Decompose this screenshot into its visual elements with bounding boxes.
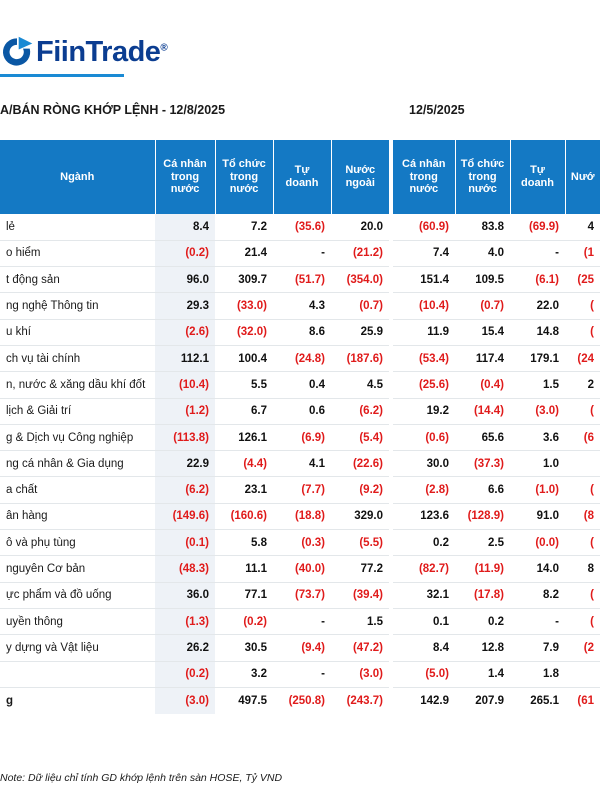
- table-row: [0, 477, 389, 503]
- total-value: (3.0): [155, 687, 215, 713]
- cell-value: 77.2: [331, 556, 389, 582]
- cell-value: 96.0: [155, 267, 215, 293]
- cell-value: (5.5): [331, 530, 389, 556]
- table-row: [0, 214, 389, 240]
- row-industry-label: n, nước & xăng dầu khí đốt: [0, 372, 155, 398]
- col-header-foreign-2: Nướ: [565, 140, 600, 214]
- brand-name: FiinTrade: [36, 35, 161, 68]
- cell-value: (48.3): [155, 556, 215, 582]
- cell-value: 309.7: [215, 267, 273, 293]
- cell-value: 30.0: [393, 451, 455, 477]
- col-header-proprietary-2: Tự doanh: [510, 140, 565, 214]
- col-header-proprietary: Tự doanh: [273, 140, 331, 214]
- cell-value: (32.0): [215, 319, 273, 345]
- table-left-body: [0, 214, 389, 714]
- cell-value: (0.7): [455, 293, 510, 319]
- row-industry-label: lẻ: [0, 214, 155, 240]
- cell-value: 1.4: [455, 661, 510, 687]
- cell-value: (1.0): [510, 477, 565, 503]
- cell-value: 7.2: [215, 214, 273, 240]
- row-industry-label: [0, 661, 155, 687]
- cell-value: 0.2: [455, 608, 510, 634]
- cell-value: (2.6): [155, 319, 215, 345]
- total-value: 207.9: [455, 687, 510, 713]
- total-value: 142.9: [393, 687, 455, 713]
- cell-value: 14.8: [510, 319, 565, 345]
- cell-value: -: [510, 240, 565, 266]
- cell-value: 19.2: [393, 398, 455, 424]
- cell-value: (60.9): [393, 214, 455, 240]
- cell-value: (: [565, 477, 600, 503]
- col-header-local-institution: Tổ chức trong nước: [215, 140, 273, 214]
- cell-value: 25.9: [331, 319, 389, 345]
- report-title-left: A/BÁN RÒNG KHỚP LỆNH - 12/8/2025: [0, 103, 226, 117]
- col-header-local-individual-2: Cá nhân trong nước: [393, 140, 455, 214]
- cell-value: 77.1: [215, 582, 273, 608]
- cell-value: (160.6): [215, 503, 273, 529]
- cell-value: 117.4: [455, 345, 510, 371]
- brand-registered-mark: ®: [160, 41, 168, 53]
- cell-value: 4.3: [273, 293, 331, 319]
- total-value: (243.7): [331, 687, 389, 713]
- cell-value: 6.6: [455, 477, 510, 503]
- cell-value: (0.0): [510, 530, 565, 556]
- cell-value: (25: [565, 267, 600, 293]
- cell-value: 22.9: [155, 451, 215, 477]
- cell-value: 11.1: [215, 556, 273, 582]
- table-row: [393, 451, 600, 477]
- col-header-industry: Ngành: [0, 140, 155, 214]
- cell-value: (53.4): [393, 345, 455, 371]
- cell-value: (21.2): [331, 240, 389, 266]
- total-value: 265.1: [510, 687, 565, 713]
- cell-value: (51.7): [273, 267, 331, 293]
- total-value: 497.5: [215, 687, 273, 713]
- cell-value: (: [565, 319, 600, 345]
- cell-value: (0.2): [215, 608, 273, 634]
- cell-value: (187.6): [331, 345, 389, 371]
- cell-value: 7.9: [510, 635, 565, 661]
- cell-value: (37.3): [455, 451, 510, 477]
- footnote: Note: Dữ liệu chỉ tính GD khớp lệnh trên sàn HOSE, Tỷ VND: [0, 772, 283, 784]
- cell-value: 8.6: [273, 319, 331, 345]
- cell-value: 6.7: [215, 398, 273, 424]
- table-row: [393, 240, 600, 266]
- row-industry-label: y dựng và Vật liệu: [0, 635, 155, 661]
- table-row: [0, 293, 389, 319]
- cell-value: (0.2): [155, 661, 215, 687]
- cell-value: 22.0: [510, 293, 565, 319]
- table-right: [393, 140, 600, 714]
- row-industry-label: ch vụ tài chính: [0, 345, 155, 371]
- cell-value: (69.9): [510, 214, 565, 240]
- cell-value: (113.8): [155, 424, 215, 450]
- cell-value: 2.5: [455, 530, 510, 556]
- cell-value: (6.2): [155, 477, 215, 503]
- table-row: [393, 372, 600, 398]
- cell-value: 8.4: [155, 214, 215, 240]
- cell-value: (1.3): [155, 608, 215, 634]
- circular-arrow-logo-icon: [0, 35, 34, 69]
- table-row: [0, 661, 389, 687]
- table-row: [393, 267, 600, 293]
- table-row: [0, 530, 389, 556]
- table-row: [393, 293, 600, 319]
- table-row: [0, 424, 389, 450]
- table-row: [0, 451, 389, 477]
- brand-wordmark: [36, 35, 168, 68]
- table-row: [393, 582, 600, 608]
- cell-value: (6.2): [331, 398, 389, 424]
- table-total-row: [393, 687, 600, 713]
- cell-value: 0.1: [393, 608, 455, 634]
- cell-value: 123.6: [393, 503, 455, 529]
- table-row: [393, 319, 600, 345]
- cell-value: 109.5: [455, 267, 510, 293]
- row-industry-label: nguyên Cơ bản: [0, 556, 155, 582]
- cell-value: 7.4: [393, 240, 455, 266]
- cell-value: (: [565, 608, 600, 634]
- row-industry-label: u khí: [0, 319, 155, 345]
- row-industry-label: ng nghệ Thông tin: [0, 293, 155, 319]
- table-row: [393, 424, 600, 450]
- cell-value: 4.0: [455, 240, 510, 266]
- cell-value: (7.7): [273, 477, 331, 503]
- cell-value: 3.6: [510, 424, 565, 450]
- table-right-body: [393, 214, 600, 714]
- cell-value: 329.0: [331, 503, 389, 529]
- cell-value: 126.1: [215, 424, 273, 450]
- cell-value: (2: [565, 635, 600, 661]
- cell-value: (6: [565, 424, 600, 450]
- cell-value: (14.4): [455, 398, 510, 424]
- table-row: [393, 345, 600, 371]
- cell-value: (5.0): [393, 661, 455, 687]
- cell-value: (: [565, 398, 600, 424]
- cell-value: (5.4): [331, 424, 389, 450]
- cell-value: 83.8: [455, 214, 510, 240]
- table-row: [0, 503, 389, 529]
- cell-value: (9.2): [331, 477, 389, 503]
- cell-value: (149.6): [155, 503, 215, 529]
- table-row: [393, 398, 600, 424]
- cell-value: (24.8): [273, 345, 331, 371]
- cell-value: (6.9): [273, 424, 331, 450]
- cell-value: (47.2): [331, 635, 389, 661]
- cell-value: 0.6: [273, 398, 331, 424]
- table-row: [393, 477, 600, 503]
- cell-value: -: [273, 608, 331, 634]
- cell-value: 36.0: [155, 582, 215, 608]
- cell-value: 11.9: [393, 319, 455, 345]
- table-row: [0, 398, 389, 424]
- table-row: [0, 319, 389, 345]
- cell-value: 20.0: [331, 214, 389, 240]
- table-total-row: [0, 687, 389, 713]
- row-industry-label: uyền thông: [0, 608, 155, 634]
- col-header-local-individual: Cá nhân trong nước: [155, 140, 215, 214]
- cell-value: (1.2): [155, 398, 215, 424]
- row-industry-label: o hiểm: [0, 240, 155, 266]
- table-row: [0, 240, 389, 266]
- cell-value: (25.6): [393, 372, 455, 398]
- cell-value: (24: [565, 345, 600, 371]
- cell-value: 8.2: [510, 582, 565, 608]
- table-row: [393, 503, 600, 529]
- brand-underline: [0, 74, 124, 77]
- table-row: [0, 556, 389, 582]
- cell-value: (10.4): [393, 293, 455, 319]
- cell-value: 26.2: [155, 635, 215, 661]
- brand-logo: [0, 30, 167, 74]
- row-industry-label: a chất: [0, 477, 155, 503]
- cell-value: (0.3): [273, 530, 331, 556]
- cell-value: (0.7): [331, 293, 389, 319]
- cell-value: 112.1: [155, 345, 215, 371]
- cell-value: (4.4): [215, 451, 273, 477]
- total-label: g: [0, 687, 155, 713]
- table-left-header-row: [0, 140, 389, 214]
- table-left: [0, 140, 389, 714]
- cell-value: 8.4: [393, 635, 455, 661]
- col-header-foreign: Nước ngoài: [331, 140, 389, 214]
- cell-value: (17.8): [455, 582, 510, 608]
- cell-value: (35.6): [273, 214, 331, 240]
- cell-value: (3.0): [331, 661, 389, 687]
- cell-value: (22.6): [331, 451, 389, 477]
- cell-value: 100.4: [215, 345, 273, 371]
- cell-value: 0.2: [393, 530, 455, 556]
- row-industry-label: ô và phụ tùng: [0, 530, 155, 556]
- cell-value: 4.5: [331, 372, 389, 398]
- cell-value: (82.7): [393, 556, 455, 582]
- cell-value: 0.4: [273, 372, 331, 398]
- table-row: [393, 530, 600, 556]
- table-row: [0, 608, 389, 634]
- row-industry-label: lịch & Giải trí: [0, 398, 155, 424]
- cell-value: (0.1): [155, 530, 215, 556]
- table-row: [0, 372, 389, 398]
- cell-value: (6.1): [510, 267, 565, 293]
- cell-value: 15.4: [455, 319, 510, 345]
- table-row: [0, 345, 389, 371]
- cell-value: (9.4): [273, 635, 331, 661]
- cell-value: 3.2: [215, 661, 273, 687]
- row-industry-label: t động sản: [0, 267, 155, 293]
- cell-value: 32.1: [393, 582, 455, 608]
- cell-value: 8: [565, 556, 600, 582]
- cell-value: (2.8): [393, 477, 455, 503]
- cell-value: 65.6: [455, 424, 510, 450]
- cell-value: (10.4): [155, 372, 215, 398]
- cell-value: (73.7): [273, 582, 331, 608]
- cell-value: 1.5: [331, 608, 389, 634]
- cell-value: (3.0): [510, 398, 565, 424]
- cell-value: [565, 661, 600, 687]
- cell-value: (: [565, 582, 600, 608]
- cell-value: 23.1: [215, 477, 273, 503]
- table-right-header-row: [393, 140, 600, 214]
- cell-value: 5.8: [215, 530, 273, 556]
- table-row: [393, 661, 600, 687]
- cell-value: 91.0: [510, 503, 565, 529]
- cell-value: 14.0: [510, 556, 565, 582]
- cell-value: (354.0): [331, 267, 389, 293]
- cell-value: 29.3: [155, 293, 215, 319]
- cell-value: 1.0: [510, 451, 565, 477]
- row-industry-label: ng cá nhân & Gia dụng: [0, 451, 155, 477]
- cell-value: (128.9): [455, 503, 510, 529]
- table-row: [0, 582, 389, 608]
- cell-value: (39.4): [331, 582, 389, 608]
- cell-value: (: [565, 530, 600, 556]
- cell-value: (8: [565, 503, 600, 529]
- report-title-right: 12/5/2025: [409, 103, 465, 117]
- cell-value: (: [565, 293, 600, 319]
- cell-value: (0.2): [155, 240, 215, 266]
- cell-value: 4: [565, 214, 600, 240]
- cell-value: 179.1: [510, 345, 565, 371]
- table-row: [393, 556, 600, 582]
- table-row: [393, 214, 600, 240]
- row-industry-label: g & Dịch vụ Công nghiệp: [0, 424, 155, 450]
- table-left-header: [0, 140, 389, 214]
- cell-value: 21.4: [215, 240, 273, 266]
- cell-value: -: [510, 608, 565, 634]
- cell-value: [565, 451, 600, 477]
- total-value: (250.8): [273, 687, 331, 713]
- cell-value: -: [273, 240, 331, 266]
- cell-value: 4.1: [273, 451, 331, 477]
- cell-value: 30.5: [215, 635, 273, 661]
- table-row: [393, 608, 600, 634]
- cell-value: -: [273, 661, 331, 687]
- cell-value: 2: [565, 372, 600, 398]
- total-value: (61: [565, 687, 600, 713]
- cell-value: (0.4): [455, 372, 510, 398]
- cell-value: 1.8: [510, 661, 565, 687]
- row-industry-label: ực phẩm và đồ uống: [0, 582, 155, 608]
- row-industry-label: ân hàng: [0, 503, 155, 529]
- cell-value: 1.5: [510, 372, 565, 398]
- cell-value: (1: [565, 240, 600, 266]
- table-row: [0, 267, 389, 293]
- cell-value: 12.8: [455, 635, 510, 661]
- cell-value: 5.5: [215, 372, 273, 398]
- cell-value: (11.9): [455, 556, 510, 582]
- table-right-header: [393, 140, 600, 214]
- cell-value: (18.8): [273, 503, 331, 529]
- cell-value: (40.0): [273, 556, 331, 582]
- table-row: [0, 635, 389, 661]
- cell-value: 151.4: [393, 267, 455, 293]
- cell-value: (33.0): [215, 293, 273, 319]
- cell-value: (0.6): [393, 424, 455, 450]
- table-row: [393, 635, 600, 661]
- col-header-local-institution-2: Tổ chức trong nước: [455, 140, 510, 214]
